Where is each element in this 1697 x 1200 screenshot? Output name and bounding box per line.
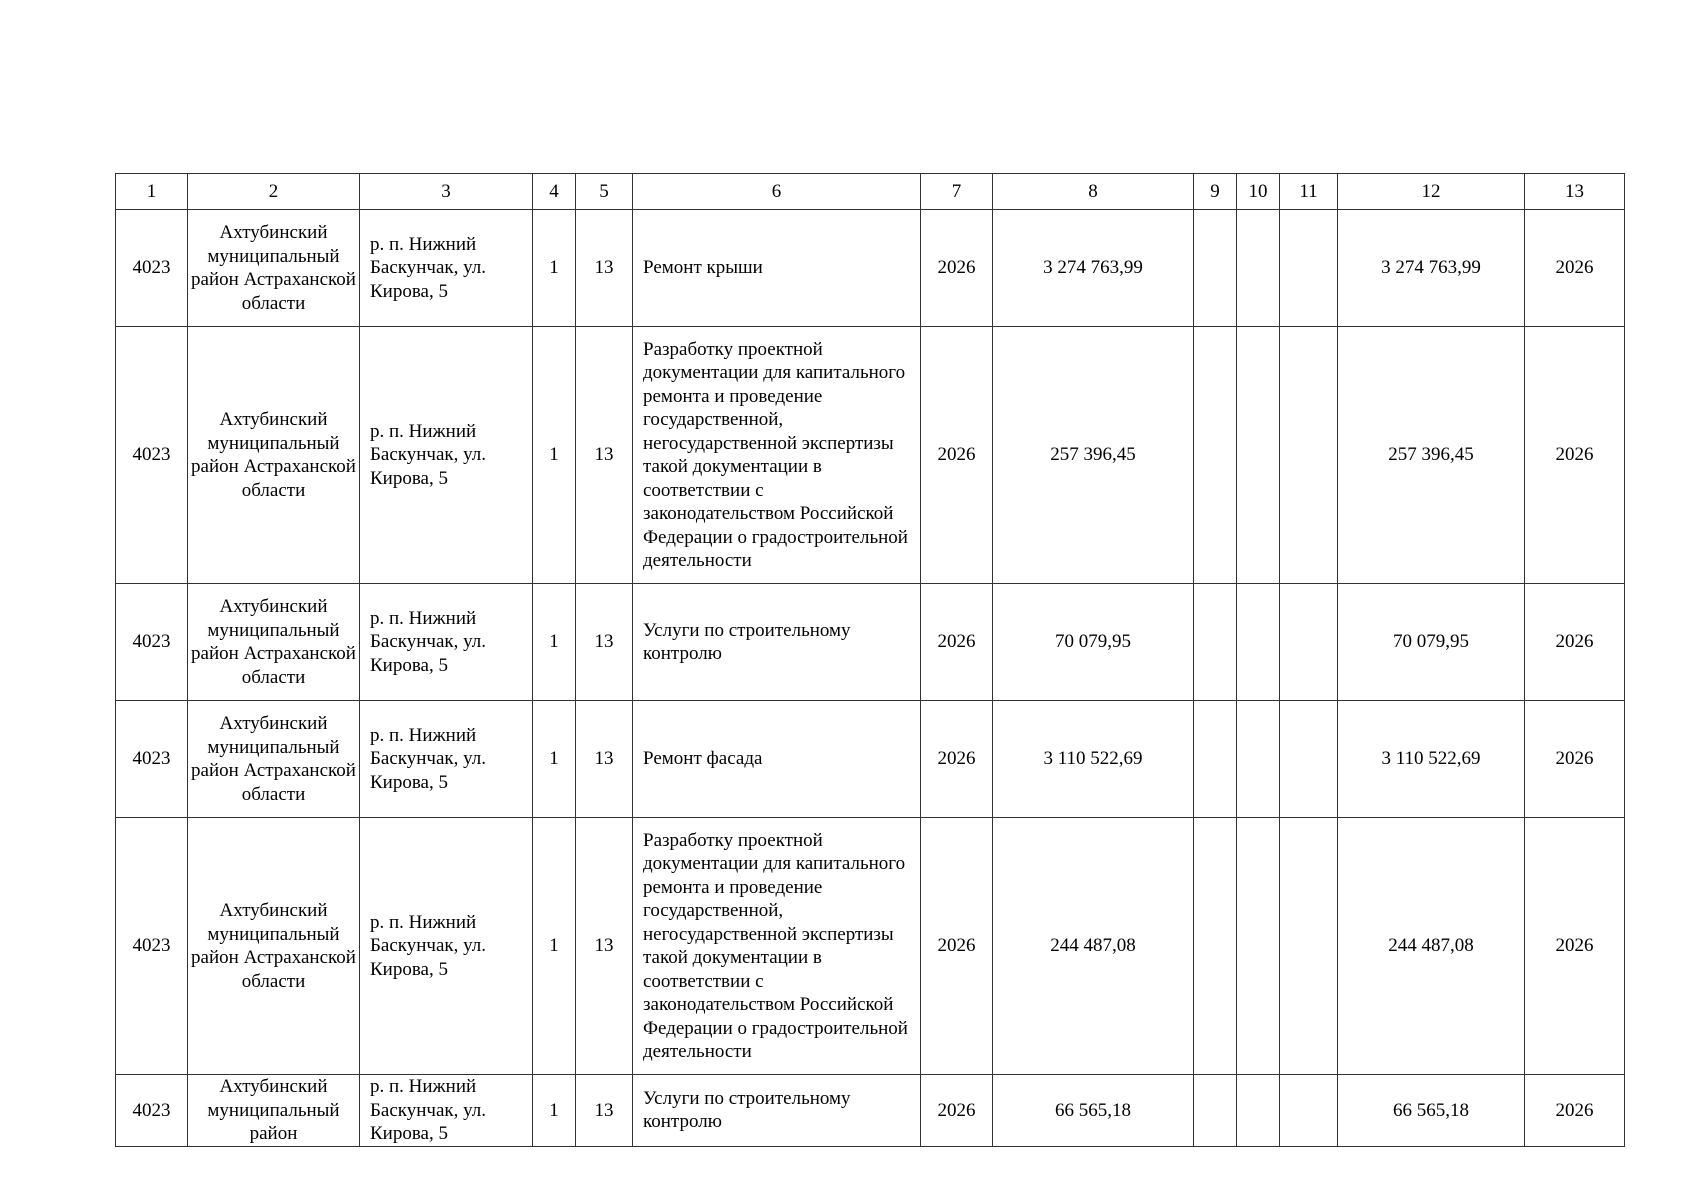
column-header: 11: [1280, 174, 1338, 210]
work-type-cell: Услуги по строительному контролю: [633, 584, 921, 701]
column-header: 1: [116, 174, 188, 210]
col4-cell: 1: [533, 818, 576, 1075]
object-id-cell: 4023: [116, 210, 188, 327]
amount-cell: 66 565,18: [993, 1075, 1194, 1147]
col4-cell: 1: [533, 584, 576, 701]
col10-cell: [1237, 1075, 1280, 1147]
col11-cell: [1280, 818, 1338, 1075]
object-id-cell: 4023: [116, 701, 188, 818]
col11-cell: [1280, 210, 1338, 327]
col5-cell: 13: [576, 584, 633, 701]
col5-cell: 13: [576, 818, 633, 1075]
total-cell: 244 487,08: [1338, 818, 1525, 1075]
address-cell: р. п. Нижний Баскунчак, ул. Кирова, 5: [360, 818, 533, 1075]
work-type-cell: Ремонт фасада: [633, 701, 921, 818]
table-row: [116, 327, 1625, 584]
year-cell: 2026: [921, 701, 993, 818]
municipality-cell: Ахтубинский муниципальный район Астраханской области: [188, 210, 360, 327]
table-row: [116, 701, 1625, 818]
amount-cell: 244 487,08: [993, 818, 1194, 1075]
total-cell: 70 079,95: [1338, 584, 1525, 701]
column-header: 8: [993, 174, 1194, 210]
municipality-cell: Ахтубинский муниципальный район Астраханской области: [188, 701, 360, 818]
capital-repair-table: [115, 173, 1625, 1147]
year-cell: 2026: [921, 584, 993, 701]
col9-cell: [1194, 327, 1237, 584]
column-header: 2: [188, 174, 360, 210]
amount-cell: 3 274 763,99: [993, 210, 1194, 327]
municipality-cell: Ахтубинский муниципальный район Астраханской области: [188, 818, 360, 1075]
work-type-cell: Ремонт крыши: [633, 210, 921, 327]
address-cell: р. п. Нижний Баскунчак, ул. Кирова, 5: [360, 701, 533, 818]
col10-cell: [1237, 327, 1280, 584]
col4-cell: 1: [533, 327, 576, 584]
address-cell: р. п. Нижний Баскунчак, ул. Кирова, 5: [360, 327, 533, 584]
object-id-cell: 4023: [116, 327, 188, 584]
column-header: 9: [1194, 174, 1237, 210]
total-cell: 3 110 522,69: [1338, 701, 1525, 818]
total-cell: 3 274 763,99: [1338, 210, 1525, 327]
address-cell: р. п. Нижний Баскунчак, ул. Кирова, 5: [360, 584, 533, 701]
column-header: 3: [360, 174, 533, 210]
col10-cell: [1237, 210, 1280, 327]
header-row: [116, 174, 1625, 210]
col11-cell: [1280, 584, 1338, 701]
object-id-cell: 4023: [116, 818, 188, 1075]
end-year-cell: 2026: [1525, 701, 1625, 818]
amount-cell: 3 110 522,69: [993, 701, 1194, 818]
col5-cell: 13: [576, 210, 633, 327]
total-cell: 257 396,45: [1338, 327, 1525, 584]
year-cell: 2026: [921, 327, 993, 584]
col11-cell: [1280, 1075, 1338, 1147]
table-row: [116, 818, 1625, 1075]
col9-cell: [1194, 701, 1237, 818]
col4-cell: 1: [533, 701, 576, 818]
address-cell: р. п. Нижний Баскунчак, ул. Кирова, 5: [360, 210, 533, 327]
col10-cell: [1237, 818, 1280, 1075]
address-cell: р. п. Нижний Баскунчак, ул. Кирова, 5: [360, 1075, 533, 1147]
col9-cell: [1194, 1075, 1237, 1147]
end-year-cell: 2026: [1525, 1075, 1625, 1147]
col9-cell: [1194, 584, 1237, 701]
municipality-cell: Ахтубинский муниципальный район Астраханской области: [188, 327, 360, 584]
work-type-cell: Услуги по строительному контролю: [633, 1075, 921, 1147]
col4-cell: 1: [533, 1075, 576, 1147]
end-year-cell: 2026: [1525, 584, 1625, 701]
column-header: 4: [533, 174, 576, 210]
column-header: 5: [576, 174, 633, 210]
col10-cell: [1237, 584, 1280, 701]
object-id-cell: 4023: [116, 584, 188, 701]
column-header: 12: [1338, 174, 1525, 210]
municipality-cell: Ахтубинский муниципальный район Астраханской области: [188, 584, 360, 701]
amount-cell: 257 396,45: [993, 327, 1194, 584]
year-cell: 2026: [921, 210, 993, 327]
col11-cell: [1280, 327, 1338, 584]
year-cell: 2026: [921, 818, 993, 1075]
work-type-cell: Разработку проектной документации для капитального ремонта и проведение государственной, негосударственной экспертизы такой документации в соответствии с законодательством Российской Федерации о градостроительной деятельности: [633, 327, 921, 584]
col9-cell: [1194, 210, 1237, 327]
year-cell: 2026: [921, 1075, 993, 1147]
end-year-cell: 2026: [1525, 210, 1625, 327]
end-year-cell: 2026: [1525, 818, 1625, 1075]
table-row: [116, 210, 1625, 327]
col5-cell: 13: [576, 701, 633, 818]
amount-cell: 70 079,95: [993, 584, 1194, 701]
column-header: 7: [921, 174, 993, 210]
col5-cell: 13: [576, 327, 633, 584]
col5-cell: 13: [576, 1075, 633, 1147]
col11-cell: [1280, 701, 1338, 818]
col10-cell: [1237, 701, 1280, 818]
table-row: [116, 584, 1625, 701]
end-year-cell: 2026: [1525, 327, 1625, 584]
object-id-cell: 4023: [116, 1075, 188, 1147]
column-header: 13: [1525, 174, 1625, 210]
column-header: 6: [633, 174, 921, 210]
col9-cell: [1194, 818, 1237, 1075]
col4-cell: 1: [533, 210, 576, 327]
table-row: [116, 1075, 1625, 1147]
municipality-cell: Ахтубинский муниципальный район: [188, 1075, 360, 1147]
total-cell: 66 565,18: [1338, 1075, 1525, 1147]
work-type-cell: Разработку проектной документации для капитального ремонта и проведение государственной, негосударственной экспертизы такой документации в соответствии с законодательством Российской Федерации о градостроительной деятельности: [633, 818, 921, 1075]
column-header: 10: [1237, 174, 1280, 210]
